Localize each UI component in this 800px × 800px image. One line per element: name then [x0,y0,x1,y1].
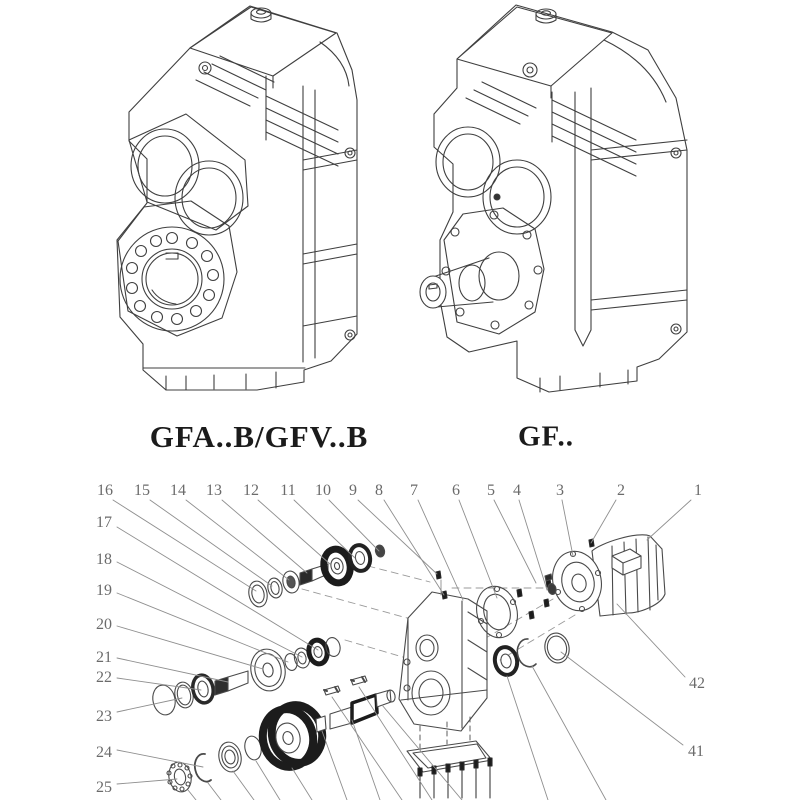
leader-line-8 [384,500,444,595]
input-shaft-parts [246,543,385,608]
housing-side-bearing-set [492,631,572,677]
model-label-gfab-gfvb: GFA..B/GFV..B [149,419,369,454]
cage-bearing [166,760,194,794]
leader-line-24 [117,750,203,767]
cutoff-leader-lines [188,580,606,800]
leader-line-41 [561,652,683,745]
callout-7: 7 [410,482,418,499]
callout-2: 2 [617,482,625,499]
leader-line-22 [117,678,201,690]
leader-line-11 [294,500,355,558]
callout-10: 10 [315,482,331,499]
callout-15: 15 [134,482,150,499]
callout-leader-lines [113,500,691,784]
leader-line-18 [117,562,302,657]
leader-line-3 [562,500,573,556]
gearbox-left-drawing [117,6,357,390]
leader-line-12 [258,500,330,564]
leader-line-6 [459,500,497,598]
callout-9: 9 [349,482,357,499]
large-output-gear [258,700,328,771]
leader-line-17 [117,527,318,650]
callout-20: 20 [96,616,112,633]
model-label-gf: GF.. [517,420,575,453]
callout-5: 5 [487,482,495,499]
callout-25: 25 [96,779,112,796]
callout-14: 14 [170,482,186,499]
callout-41: 41 [688,743,704,760]
callout-21: 21 [96,649,112,666]
leader-line-23 [117,698,182,712]
motor-drawing [545,535,665,616]
callout-4: 4 [513,482,521,499]
callout-18: 18 [96,551,112,568]
leader-line-7 [418,500,463,600]
leader-line-14 [186,500,289,580]
callout-16: 16 [97,482,113,499]
leader-line-42 [617,604,685,677]
gearbox-right-drawing [420,5,687,392]
callout-42: 42 [689,675,705,692]
callout-11: 11 [280,482,296,499]
callout-22: 22 [96,669,112,686]
callout-8: 8 [375,482,383,499]
leader-line-2 [591,500,616,543]
leader-line-10 [329,500,379,551]
snap-ring [195,754,211,782]
leader-line-16 [113,500,256,591]
leader-line-15 [150,500,272,586]
intermediate-shaft-parts [150,636,342,717]
leader-line-1 [647,500,691,540]
callout-13: 13 [206,482,222,499]
callout-23: 23 [96,708,112,725]
leader-line-5 [494,500,536,583]
exploded-view-drawing [150,535,665,800]
callout-1: 1 [694,482,702,499]
callout-6: 6 [452,482,460,499]
callout-12: 12 [243,482,259,499]
callout-19: 19 [96,582,112,599]
leader-line-21 [117,658,228,682]
circlip [517,639,536,667]
callout-17: 17 [96,514,112,531]
callout-3: 3 [556,482,564,499]
callout-24: 24 [96,744,112,761]
leader-line-13 [222,500,307,573]
